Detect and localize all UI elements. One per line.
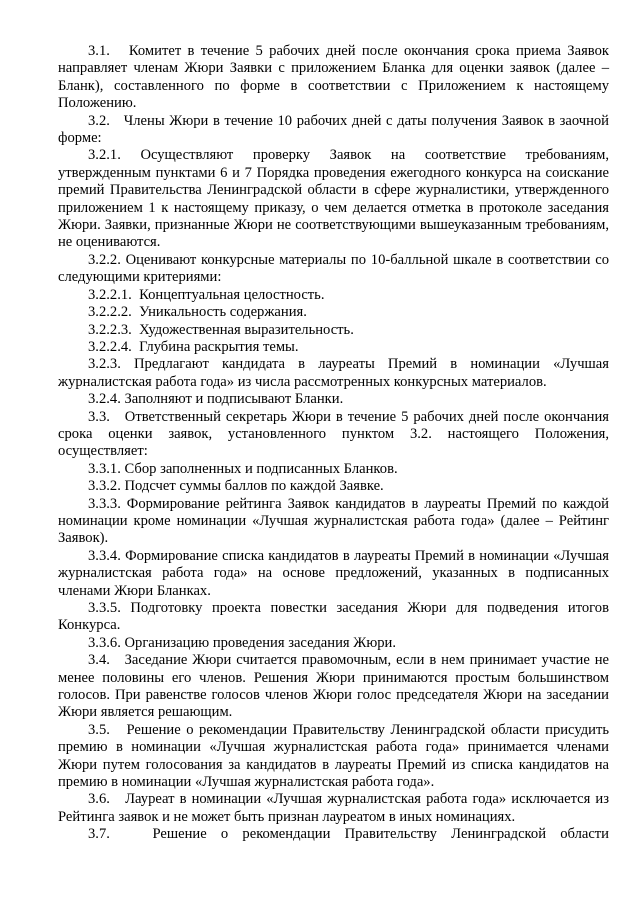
paragraph-3-1: 3.1. Комитет в течение 5 рабочих дней после окончания срока приема Заявок направляет членам Жюри Заявки с приложением Бланка для оценки заявок (далее – Бланк), составленного по форме в соответствии с Приложением к настоящему Положению. xyxy=(58,43,609,112)
paragraph-3-3-5: 3.3.5. Подготовку проекта повестки заседания Жюри для подведения итогов Конкурса. xyxy=(58,600,609,634)
paragraph-3-3-2: 3.3.2. Подсчет суммы баллов по каждой Заявке. xyxy=(88,478,384,495)
paragraph-3-2-3: 3.2.3. Предлагают кандидата в лауреаты Премий в номинации «Лучшая журналистская работа года» из числа рассмотренных конкурсных материалов. xyxy=(58,356,609,390)
paragraph-3-2-2-2: 3.2.2.2. Уникальность содержания. xyxy=(88,304,307,321)
paragraph-3-3-6: 3.3.6. Организацию проведения заседания Жюри. xyxy=(88,634,396,651)
paragraph-3-2-2-1: 3.2.2.1. Концептуальная целостность. xyxy=(88,286,325,303)
paragraph-3-4: 3.4. Заседание Жюри считается правомочным, если в нем принимает участие не менее половины его членов. Решения Жюри принимаются простым большинством голосов. При равенстве голосов членов Жюри голос председателя Жюри на заседании Жюри является решающим. xyxy=(58,652,609,721)
paragraph-3-3-1: 3.3.1. Сбор заполненных и подписанных Бланков. xyxy=(88,460,398,477)
paragraph-3-2-1: 3.2.1. Осуществляют проверку Заявок на соответствие требованиям, утвержденным пунктами 6 и 7 Порядка проведения ежегодного конкурса на соискание премий Правительства Ленинградской области в сфере журналистики, утвержденного приложением 1 к настоящему приказу, о чем делается отметка в протоколе заседания Жюри. Заявки, признанные Жюри не соответствующими вышеуказанным требованиям, не оцениваются. xyxy=(58,147,609,251)
paragraph-3-3-3: 3.3.3. Формирование рейтинга Заявок кандидатов в лауреаты Премий по каждой номинации кроме номинации «Лучшая журналистская работа года» (далее – Рейтинг Заявок). xyxy=(58,495,609,547)
paragraph-3-2-4: 3.2.4. Заполняют и подписывают Бланки. xyxy=(88,391,344,408)
paragraph-3-3-4: 3.3.4. Формирование списка кандидатов в лауреаты Премий в номинации «Лучшая журналистская работа года» на основе предложений, указанных в подписанных членами Жюри Бланках. xyxy=(58,547,609,599)
paragraph-3-6: 3.6. Лауреат в номинации «Лучшая журналистская работа года» исключается из Рейтинга заявок и не может быть признан лауреатом в иных номинациях. xyxy=(58,791,609,825)
paragraph-3-3: 3.3. Ответственный секретарь Жюри в течение 5 рабочих дней после окончания срока оценки заявок, установленного пунктом 3.2. настоящего Положения, осуществляет: xyxy=(58,408,609,460)
paragraph-3-7: 3.7. Решение о рекомендации Правительству Ленинградской области xyxy=(88,826,609,843)
paragraph-3-2-2: 3.2.2. Оценивают конкурсные материалы по 10-балльной шкале в соответствии со следующими критериями: xyxy=(58,251,609,286)
paragraph-3-2: 3.2. Члены Жюри в течение 10 рабочих дней с даты получения Заявок в заочной форме: xyxy=(58,112,609,147)
paragraph-3-5: 3.5. Решение о рекомендации Правительству Ленинградской области присудить премию в номинации «Лучшая журналистская работа года» принимается членами Жюри путем голосования за кандидатов в лауреаты Премий из списка кандидатов на премию в номинации «Лучшая журналистская работа года». xyxy=(58,721,609,791)
paragraph-3-2-2-4: 3.2.2.4. Глубина раскрытия темы. xyxy=(88,338,299,355)
paragraph-3-2-2-3: 3.2.2.3. Художественная выразительность. xyxy=(88,321,354,338)
